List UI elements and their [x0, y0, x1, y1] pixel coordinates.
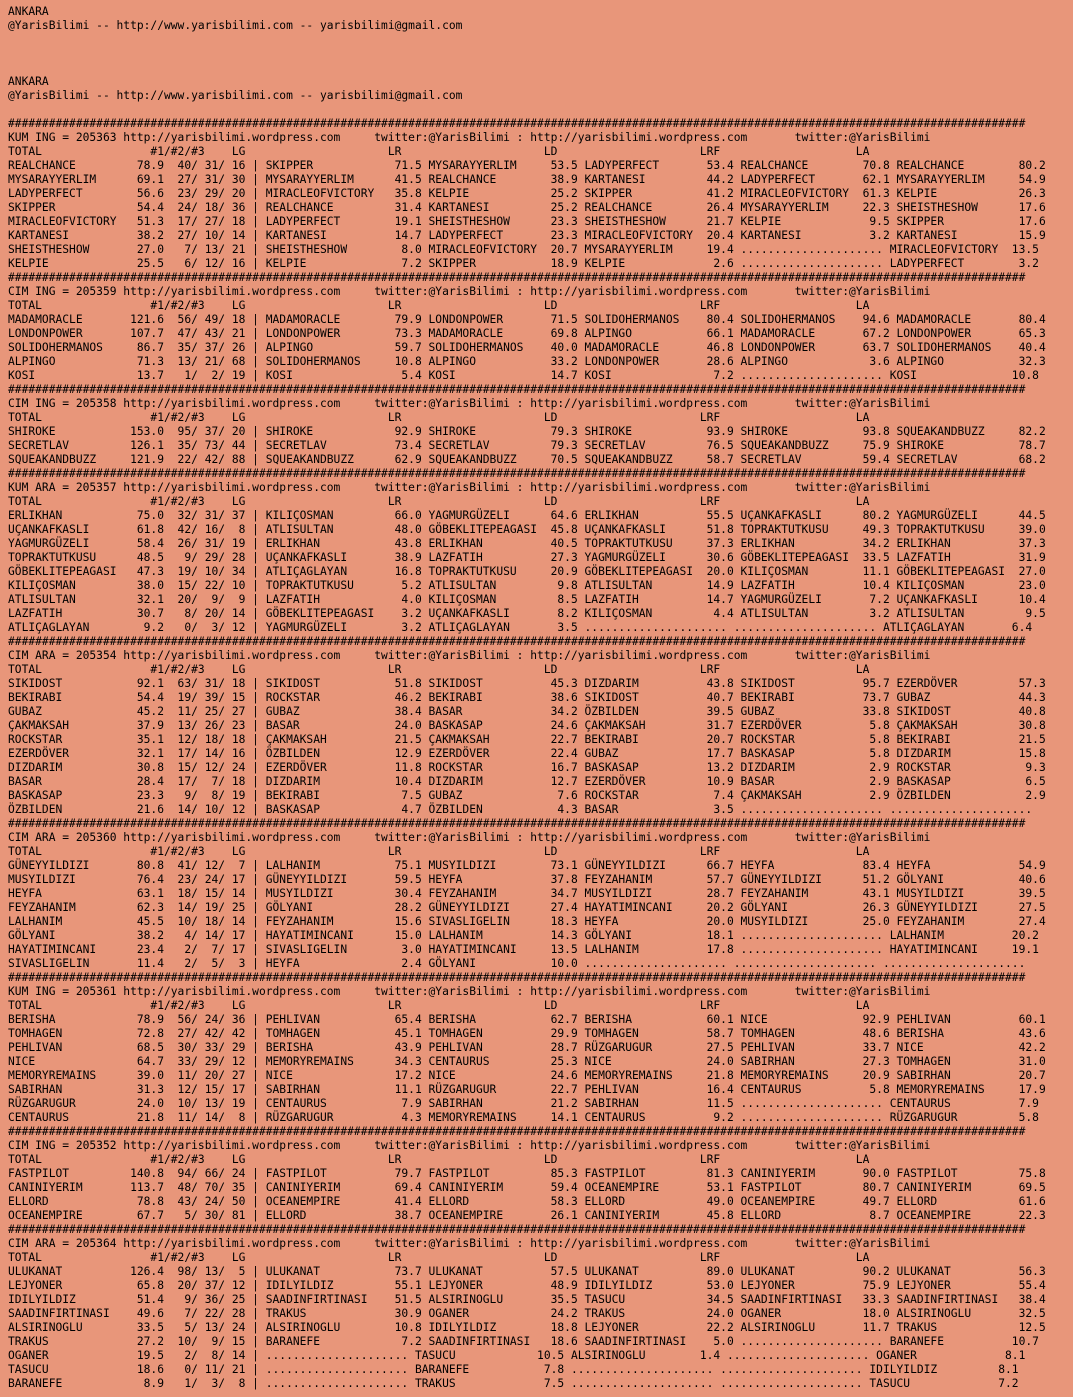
doc-line: MIRACLEOFVICTORY 51.3 17/ 27/ 18 | LADYPERFECT 19.1 SHEISTHESHOW 23.3 SHEISTHESHOW 21.7 KELPIE 9.5 SKIPPER 17.6	[8, 215, 1046, 228]
doc-line: GÜNEYYILDIZI 80.8 41/ 12/ 7 | LALHANIM 75.1 MUSYILDIZI 73.1 GÜNEYYILDIZI 66.7 HEYFA 83.4 HEYFA 54.9	[8, 859, 1046, 872]
doc-line: FEYZAHANIM 62.3 14/ 19/ 25 | GÖLYANI 28.2 GÜNEYYILDIZI 27.4 HAYATIMINCANI 20.2 GÖLYANI 26.3 GÜNEYYILDIZI 27.5	[8, 901, 1046, 914]
doc-line: SAADINFIRTINASI 49.6 7/ 22/ 28 | TRAKUS 30.9 OGANER 24.2 TRAKUS 24.0 OGANER 18.0 ALSIRINOGLU 32.5	[8, 1307, 1046, 1320]
doc-line: LONDONPOWER 107.7 47/ 43/ 21 | LONDONPOWER 73.3 MADAMORACLE 69.8 ALPINGO 66.1 MADAMORACLE 67.2 LONDONPOWER 65.3	[8, 327, 1046, 340]
doc-line: CIM ING = 205358 http://yarisbilimi.wordpress.com twitter:@YarisBilimi : http://yarisbilimi.wordpress.com twitter:@YarisBilimi	[8, 397, 931, 410]
doc-line: MEMORYREMAINS 39.0 11/ 20/ 27 | NICE 17.2 NICE 24.6 MEMORYREMAINS 21.8 MEMORYREMAINS 20.9 SABIRHAN 20.7	[8, 1069, 1046, 1082]
doc-line: ######################################################################################################################################################	[8, 117, 1026, 130]
doc-line: TOTAL #1/#2/#3 LG LR LD LRF LA	[8, 663, 870, 676]
doc-line: ERLIKHAN 75.0 32/ 31/ 37 | KILIÇOSMAN 66.0 YAGMURGÜZELI 64.6 ERLIKHAN 55.5 UÇANKAFKASLI 80.2 YAGMURGÜZELI 44.5	[8, 509, 1046, 522]
doc-line: KARTANESI 38.2 27/ 10/ 14 | KARTANESI 14.7 LADYPERFECT 23.3 MIRACLEOFVICTORY 20.4 KARTANESI 3.2 KARTANESI 15.9	[8, 229, 1046, 242]
doc-line: HAYATIMINCANI 23.4 2/ 7/ 17 | SIVASLIGELIN 3.0 HAYATIMINCANI 13.5 LALHANIM 17.8 ..................... HAYATIMINCANI 19.1	[8, 943, 1039, 956]
doc-line: GUBAZ 45.2 11/ 25/ 27 | GUBAZ 38.4 BASAR 34.2 ÖZBILDEN 39.5 GUBAZ 33.8 SIKIDOST 40.8	[8, 705, 1046, 718]
doc-line: KOSI 13.7 1/ 2/ 19 | KOSI 5.4 KOSI 14.7 KOSI 7.2 ..................... KOSI 10.8	[8, 369, 1039, 382]
doc-line: ######################################################################################################################################################	[8, 467, 1026, 480]
doc-line: KELPIE 25.5 6/ 12/ 16 | KELPIE 7.2 SKIPPER 18.9 KELPIE 2.6 ..................... LADYPERFECT 3.2	[8, 257, 1039, 270]
doc-line: OCEANEMPIRE 67.7 5/ 30/ 81 | ELLORD 38.7 OCEANEMPIRE 26.1 CANINIYERIM 45.8 ELLORD 8.7 OCEANEMPIRE 22.3	[8, 1209, 1046, 1222]
doc-line: SABIRHAN 31.3 12/ 15/ 17 | SABIRHAN 11.1 RÜZGARUGUR 22.7 PEHLIVAN 16.4 CENTAURUS 5.8 MEMORYREMAINS 17.9	[8, 1083, 1046, 1096]
doc-line: ######################################################################################################################################################	[8, 1125, 1026, 1138]
doc-line: ######################################################################################################################################################	[8, 1223, 1026, 1236]
doc-line: ######################################################################################################################################################	[8, 635, 1026, 648]
doc-line: ROCKSTAR 35.1 12/ 18/ 18 | ÇAKMAKSAH 21.5 ÇAKMAKSAH 22.7 BEKIRABI 20.7 ROCKSTAR 5.8 BEKIRABI 21.5	[8, 733, 1046, 746]
doc-line: BEKIRABI 54.4 19/ 39/ 15 | ROCKSTAR 46.2 BEKIRABI 38.6 SIKIDOST 40.7 BEKIRABI 73.7 GUBAZ 44.3	[8, 691, 1046, 704]
doc-line: ELLORD 78.8 43/ 24/ 50 | OCEANEMPIRE 41.4 ELLORD 58.3 ELLORD 49.0 OCEANEMPIRE 49.7 ELLORD 61.6	[8, 1195, 1046, 1208]
doc-line: GÖBEKLITEPEAGASI 47.3 19/ 10/ 34 | ATLIÇAGLAYAN 16.8 TOPRAKTUTKUSU 20.9 GÖBEKLITEPEAGASI 20.0 KILIÇOSMAN 11.1 GÖBEKLITEPEAGASI 27.0	[8, 565, 1046, 578]
doc-line: NICE 64.7 33/ 29/ 12 | MEMORYREMAINS 34.3 CENTAURUS 25.3 NICE 24.0 SABIRHAN 27.3 TOMHAGEN 31.0	[8, 1055, 1046, 1068]
doc-line: BARANEFE 8.9 1/ 3/ 8 | ..................... TRAKUS 7.5 ..................... ..................... TASUCU 7.2	[8, 1377, 1019, 1390]
doc-line: CIM ARA = 205354 http://yarisbilimi.wordpress.com twitter:@YarisBilimi : http://yarisbilimi.wordpress.com twitter:@YarisBilimi	[8, 649, 931, 662]
doc-line: UÇANKAFKASLI 61.8 42/ 16/ 8 | ATLISULTAN 48.0 GÖBEKLITEPEAGASI 45.8 UÇANKAFKASLI 51.8 TOPRAKTUTKUSU 49.3 TOPRAKTUTKUSU 39.0	[8, 523, 1046, 536]
doc-line: ATLISULTAN 32.1 20/ 9/ 9 | LAZFATIH 4.0 KILIÇOSMAN 8.5 LAZFATIH 14.7 YAGMURGÜZELI 7.2 UÇANKAFKASLI 10.4	[8, 593, 1046, 606]
doc-line: ANKARA	[8, 5, 49, 18]
doc-line: CENTAURUS 21.8 11/ 14/ 8 | RÜZGARUGUR 4.3 MEMORYREMAINS 14.1 CENTAURUS 9.2 ..................... RÜZGARUGUR 5.8	[8, 1111, 1039, 1124]
doc-line: ULUKANAT 126.4 98/ 13/ 5 | ULUKANAT 73.7 ULUKANAT 57.5 ULUKANAT 89.0 ULUKANAT 90.2 ULUKANAT 56.3	[8, 1265, 1046, 1278]
doc-line: MUSYILDIZI 76.4 23/ 24/ 17 | GÜNEYYILDIZI 59.5 HEYFA 37.8 FEYZAHANIM 57.7 GÜNEYYILDIZI 51.2 GÖLYANI 40.6	[8, 873, 1046, 886]
doc-line: GÖLYANI 38.2 4/ 14/ 17 | HAYATIMINCANI 15.0 LALHANIM 14.3 GÖLYANI 18.1 ..................... LALHANIM 20.2	[8, 929, 1039, 942]
doc-line: SKIPPER 54.4 24/ 18/ 36 | REALCHANCE 31.4 KARTANESI 25.2 REALCHANCE 26.4 MYSARAYYERLIM 22.3 SHEISTHESHOW 17.6	[8, 201, 1046, 214]
doc-line: SHEISTHESHOW 27.0 7/ 13/ 21 | SHEISTHESHOW 8.0 MIRACLEOFVICTORY 20.7 MYSARAYYERLIM 19.4 ..................... MIRACLEOFVICTORY 13.5	[8, 243, 1039, 256]
doc-line: LALHANIM 45.5 10/ 18/ 14 | FEYZAHANIM 15.6 SIVASLIGELIN 18.3 HEYFA 20.0 MUSYILDIZI 25.0 FEYZAHANIM 27.4	[8, 915, 1046, 928]
doc-line: SHIROKE 153.0 95/ 37/ 20 | SHIROKE 92.9 SHIROKE 79.3 SHIROKE 93.9 SHIROKE 93.8 SQUEAKANDBUZZ 82.2	[8, 425, 1046, 438]
doc-line: MADAMORACLE 121.6 56/ 49/ 18 | MADAMORACLE 79.9 LONDONPOWER 71.5 SOLIDOHERMANOS 80.4 SOLIDOHERMANOS 94.6 MADAMORACLE 80.4	[8, 313, 1046, 326]
doc-line: KUM ARA = 205357 http://yarisbilimi.wordpress.com twitter:@YarisBilimi : http://yarisbilimi.wordpress.com twitter:@YarisBilimi	[8, 481, 931, 494]
doc-line: CANINIYERIM 113.7 48/ 70/ 35 | CANINIYERIM 69.4 CANINIYERIM 59.4 OCEANEMPIRE 53.1 FASTPILOT 80.7 CANINIYERIM 69.5	[8, 1181, 1046, 1194]
doc-line: KUM ING = 205363 http://yarisbilimi.wordpress.com twitter:@YarisBilimi : http://yarisbilimi.wordpress.com twitter:@YarisBilimi	[8, 131, 931, 144]
doc-line: TOTAL #1/#2/#3 LG LR LD LRF LA	[8, 1251, 870, 1264]
doc-line: TOTAL #1/#2/#3 LG LR LD LRF LA	[8, 999, 870, 1012]
doc-line: SIKIDOST 92.1 63/ 31/ 18 | SIKIDOST 51.8 SIKIDOST 45.3 DIZDARIM 43.8 SIKIDOST 95.7 EZERDÖVER 57.3	[8, 677, 1046, 690]
doc-line: TOPRAKTUTKUSU 48.5 9/ 29/ 28 | UÇANKAFKASLI 38.9 LAZFATIH 27.3 YAGMURGÜZELI 30.6 GÖBEKLITEPEAGASI 33.5 LAZFATIH 31.9	[8, 551, 1046, 564]
doc-line: CIM ARA = 205360 http://yarisbilimi.wordpress.com twitter:@YarisBilimi : http://yarisbilimi.wordpress.com twitter:@YarisBilimi	[8, 831, 931, 844]
doc-line: HEYFA 63.1 18/ 15/ 14 | MUSYILDIZI 30.4 FEYZAHANIM 34.7 MUSYILDIZI 28.7 FEYZAHANIM 43.1 MUSYILDIZI 39.5	[8, 887, 1046, 900]
doc-line: ######################################################################################################################################################	[8, 971, 1026, 984]
doc-line: TOTAL #1/#2/#3 LG LR LD LRF LA	[8, 411, 870, 424]
doc-line: LEJYONER 65.8 20/ 37/ 12 | IDILYILDIZ 55.1 LEJYONER 48.9 IDILYILDIZ 53.0 LEJYONER 75.9 LEJYONER 55.4	[8, 1279, 1046, 1292]
doc-line: BASKASAP 23.3 9/ 8/ 19 | BEKIRABI 7.5 GUBAZ 7.6 ROCKSTAR 7.4 ÇAKMAKSAH 2.9 ÖZBILDEN 2.9	[8, 789, 1046, 802]
doc-line: TOTAL #1/#2/#3 LG LR LD LRF LA	[8, 299, 870, 312]
doc-line: TOTAL #1/#2/#3 LG LR LD LRF LA	[8, 845, 870, 858]
doc-line: IDILYILDIZ 51.4 9/ 36/ 25 | SAADINFIRTINASI 51.5 ALSIRINOGLU 35.5 TASUCU 34.5 SAADINFIRTINASI 33.3 SAADINFIRTINASI 38.4	[8, 1293, 1046, 1306]
doc-line: TRAKUS 27.2 10/ 9/ 15 | BARANEFE 7.2 SAADINFIRTINASI 18.6 SAADINFIRTINASI 5.0 ..................... BARANEFE 10.7	[8, 1335, 1039, 1348]
doc-line: ######################################################################################################################################################	[8, 271, 1026, 284]
doc-line: ######################################################################################################################################################	[8, 383, 1026, 396]
doc-line: MYSARAYYERLIM 69.1 27/ 31/ 30 | MYSARAYYERLIM 41.5 REALCHANCE 38.9 KARTANESI 44.2 LADYPERFECT 62.1 MYSARAYYERLIM 54.9	[8, 173, 1046, 186]
doc-line: TOTAL #1/#2/#3 LG LR LD LRF LA	[8, 145, 870, 158]
doc-line: RÜZGARUGUR 24.0 10/ 13/ 19 | CENTAURUS 7.9 SABIRHAN 21.2 SABIRHAN 11.5 ..................... CENTAURUS 7.9	[8, 1097, 1039, 1110]
doc-line: CIM ARA = 205364 http://yarisbilimi.wordpress.com twitter:@YarisBilimi : http://yarisbilimi.wordpress.com twitter:@YarisBilimi	[8, 1237, 931, 1250]
doc-line: SECRETLAV 126.1 35/ 73/ 44 | SECRETLAV 73.4 SECRETLAV 79.3 SECRETLAV 76.5 SQUEAKANDBUZZ 75.9 SHIROKE 78.7	[8, 439, 1046, 452]
doc-line: TOMHAGEN 72.8 27/ 42/ 42 | TOMHAGEN 45.1 TOMHAGEN 29.9 TOMHAGEN 58.7 TOMHAGEN 48.6 BERISHA 43.6	[8, 1027, 1046, 1040]
doc-line: OGANER 19.5 2/ 8/ 14 | ..................... TASUCU 10.5 ALSIRINOGLU 1.4 ..................... OGANER 8.1	[8, 1349, 1026, 1362]
doc-line: KILIÇOSMAN 38.0 15/ 22/ 10 | TOPRAKTUTKUSU 5.2 ATLISULTAN 9.8 ATLISULTAN 14.9 LAZFATIH 10.4 KILIÇOSMAN 23.0	[8, 579, 1046, 592]
doc-line	[8, 61, 1073, 75]
doc-line: SIVASLIGELIN 11.4 2/ 5/ 3 | HEYFA 2.4 GÖLYANI 10.0 ..................... ..................... .....................	[8, 957, 1026, 970]
doc-line: REALCHANCE 78.9 40/ 31/ 16 | SKIPPER 71.5 MYSARAYYERLIM 53.5 LADYPERFECT 53.4 REALCHANCE 70.8 REALCHANCE 80.2	[8, 159, 1046, 172]
doc-line: BASAR 28.4 17/ 7/ 18 | DIZDARIM 10.4 DIZDARIM 12.7 EZERDÖVER 10.9 BASAR 2.9 BASKASAP 6.5	[8, 775, 1046, 788]
doc-line: CIM ING = 205359 http://yarisbilimi.wordpress.com twitter:@YarisBilimi : http://yarisbilimi.wordpress.com twitter:@YarisBilimi	[8, 285, 931, 298]
doc-line: ALSIRINOGLU 33.5 5/ 13/ 24 | ALSIRINOGLU 10.8 IDILYILDIZ 18.8 LEJYONER 22.2 ALSIRINOGLU 11.7 TRAKUS 12.5	[8, 1321, 1046, 1334]
doc-line	[8, 47, 1073, 61]
doc-line: EZERDÖVER 32.1 17/ 14/ 16 | ÖZBILDEN 12.9 EZERDÖVER 22.4 GUBAZ 17.7 BASKASAP 5.8 DIZDARIM 15.8	[8, 747, 1046, 760]
doc-line: LADYPERFECT 56.6 23/ 29/ 20 | MIRACLEOFVICTORY 35.8 KELPIE 25.2 SKIPPER 41.2 MIRACLEOFVICTORY 61.3 KELPIE 26.3	[8, 187, 1046, 200]
doc-line: TASUCU 18.6 0/ 11/ 21 | ..................... BARANEFE 7.8 ..................... ..................... IDILYILDIZ 8.1	[8, 1363, 1019, 1376]
doc-line: YAGMURGÜZELI 58.4 26/ 31/ 19 | ERLIKHAN 43.8 ERLIKHAN 40.5 TOPRAKTUTKUSU 37.3 ERLIKHAN 34.2 ERLIKHAN 37.3	[8, 537, 1046, 550]
doc-line: CIM ING = 205352 http://yarisbilimi.wordpress.com twitter:@YarisBilimi : http://yarisbilimi.wordpress.com twitter:@YarisBilimi	[8, 1139, 931, 1152]
doc-line: LAZFATIH 30.7 8/ 20/ 14 | GÖBEKLITEPEAGASI 3.2 UÇANKAFKASLI 8.2 KILIÇOSMAN 4.4 ATLISULTAN 3.2 ATLISULTAN 9.5	[8, 607, 1046, 620]
doc-line	[8, 33, 1073, 47]
doc-line: ANKARA	[8, 75, 49, 88]
doc-line: ATLIÇAGLAYAN 9.2 0/ 3/ 12 | YAGMURGÜZELI 3.2 ATLIÇAGLAYAN 3.5 ..................... ..................... ATLIÇAGLAYAN 6.4	[8, 621, 1033, 634]
doc-line: DIZDARIM 30.8 15/ 12/ 24 | EZERDÖVER 11.8 ROCKSTAR 16.7 BASKASAP 13.2 DIZDARIM 2.9 ROCKSTAR 9.3	[8, 761, 1046, 774]
doc-line: ÇAKMAKSAH 37.9 13/ 26/ 23 | BASAR 24.0 BASKASAP 24.6 ÇAKMAKSAH 31.7 EZERDÖVER 5.8 ÇAKMAKSAH 30.8	[8, 719, 1046, 732]
doc-line: SQUEAKANDBUZZ 121.9 22/ 42/ 88 | SQUEAKANDBUZZ 62.9 SQUEAKANDBUZZ 70.5 SQUEAKANDBUZZ 58.7 SECRETLAV 59.4 SECRETLAV 68.2	[8, 453, 1046, 466]
doc-line: ######################################################################################################################################################	[8, 817, 1026, 830]
doc-line: @YarisBilimi -- http://www.yarisbilimi.com -- yarisbilimi@gmail.com	[8, 19, 463, 32]
doc-line: SOLIDOHERMANOS 86.7 35/ 37/ 26 | ALPINGO 59.7 SOLIDOHERMANOS 40.0 MADAMORACLE 46.8 LONDONPOWER 63.7 SOLIDOHERMANOS 40.4	[8, 341, 1046, 354]
doc-line: ALPINGO 71.3 13/ 21/ 68 | SOLIDOHERMANOS 10.8 ALPINGO 33.2 LONDONPOWER 28.6 ALPINGO 3.6 ALPINGO 32.3	[8, 355, 1046, 368]
doc-line: BERISHA 78.9 56/ 24/ 36 | PEHLIVAN 65.4 BERISHA 62.7 BERISHA 60.1 NICE 92.9 PEHLIVAN 60.1	[8, 1013, 1046, 1026]
doc-line: KUM ING = 205361 http://yarisbilimi.wordpress.com twitter:@YarisBilimi : http://yarisbilimi.wordpress.com twitter:@YarisBilimi	[8, 985, 931, 998]
doc-line: TOTAL #1/#2/#3 LG LR LD LRF LA	[8, 1153, 870, 1166]
doc-line	[8, 103, 1073, 117]
doc-line: @YarisBilimi -- http://www.yarisbilimi.com -- yarisbilimi@gmail.com	[8, 89, 463, 102]
doc-line: FASTPILOT 140.8 94/ 66/ 24 | FASTPILOT 79.7 FASTPILOT 85.3 FASTPILOT 81.3 CANINIYERIM 90.0 FASTPILOT 75.8	[8, 1167, 1046, 1180]
doc-line: ÖZBILDEN 21.6 14/ 10/ 12 | BASKASAP 4.7 ÖZBILDEN 4.3 BASAR 3.5 ..................... .....................	[8, 803, 1033, 816]
doc-line: PEHLIVAN 68.5 30/ 33/ 29 | BERISHA 43.9 PEHLIVAN 28.7 RÜZGARUGUR 27.5 PEHLIVAN 33.7 NICE 42.2	[8, 1041, 1046, 1054]
doc-line: TOTAL #1/#2/#3 LG LR LD LRF LA	[8, 495, 870, 508]
